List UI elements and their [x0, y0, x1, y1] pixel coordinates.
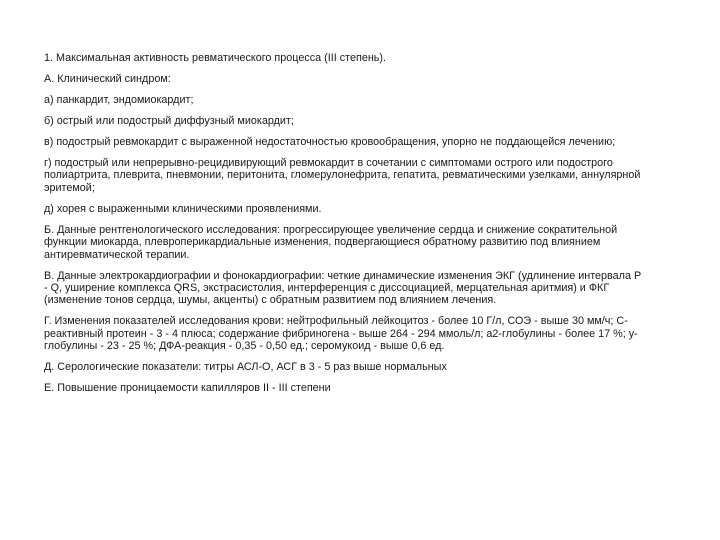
- paragraph-item-g: г) подострый или непрерывно-рецидивирующий ревмокардит в сочетании с симптомами острого или подострого полиартрита, плеврита, пневмонии, перитонита, гломерулонефрита, гепатита, ревматическими узелками, аннулярной эритемой;: [44, 157, 641, 194]
- paragraph-item-d: д) хорея с выраженными клиническими проявлениями.: [44, 202, 322, 215]
- paragraph-item-b: б) острый или подострый диффузный миокардит;: [44, 115, 294, 127]
- paragraph-blood: Г. Изменения показателей исследования крови: нейтрофильный лейкоцитоз - более 10 Г/л, СОЭ - выше 30 мм/ч; С-реактивный протеин - 3 - 4 плюса; содержание фибриногена - выше 264 - 294 ммоль/л; а2-глобулины - более 17 %; у-глобулины - 23 - 25 %; ДФА-реакция - 0,35 - 0,50 ед.; серомукоид - выше 0,6 ед.: [44, 315, 638, 353]
- paragraph-title: 1. Максимальная активность ревматического процесса (III степень).: [44, 52, 387, 64]
- text-content: [44, 52, 644, 403]
- paragraph-xray: Б. Данные рентгенологического исследования: прогрессирующее увеличение сердца и снижение сократительной функции миокарда, плевроперикардиальные изменения, подвергающиеся обратному развитию под влиянием антиревматической терапии.: [44, 223, 618, 261]
- paragraph-item-a: а) панкардит, эндомиокардит;: [44, 94, 194, 106]
- paragraph-clinical-syndrome: А. Клинический синдром:: [44, 73, 171, 85]
- paragraph-capillaries: Е. Повышение проницаемости капилляров II - III степени: [44, 382, 331, 395]
- paragraph-ecg: В. Данные электрокардиографии и фонокардиографии: четкие динамические изменения ЭКГ (удлинение интервала Р - Q, уширение комплекса QRS, экстрасистолия, интерференция с диссоциацией, мерцательная аритмия) и ФКГ (изменение тонов сердца, шумы, акценты) с обратным развитием под влиянием лечения.: [44, 269, 642, 307]
- paragraph-item-v: в) подострый ревмокардит с выраженной недостаточностью кровообращения, упорно не поддающейся лечению;: [44, 136, 616, 148]
- paragraph-serology: Д. Серологические показатели: титры АСЛ-О, АСГ в 3 - 5 раз выше нормальных: [44, 361, 447, 374]
